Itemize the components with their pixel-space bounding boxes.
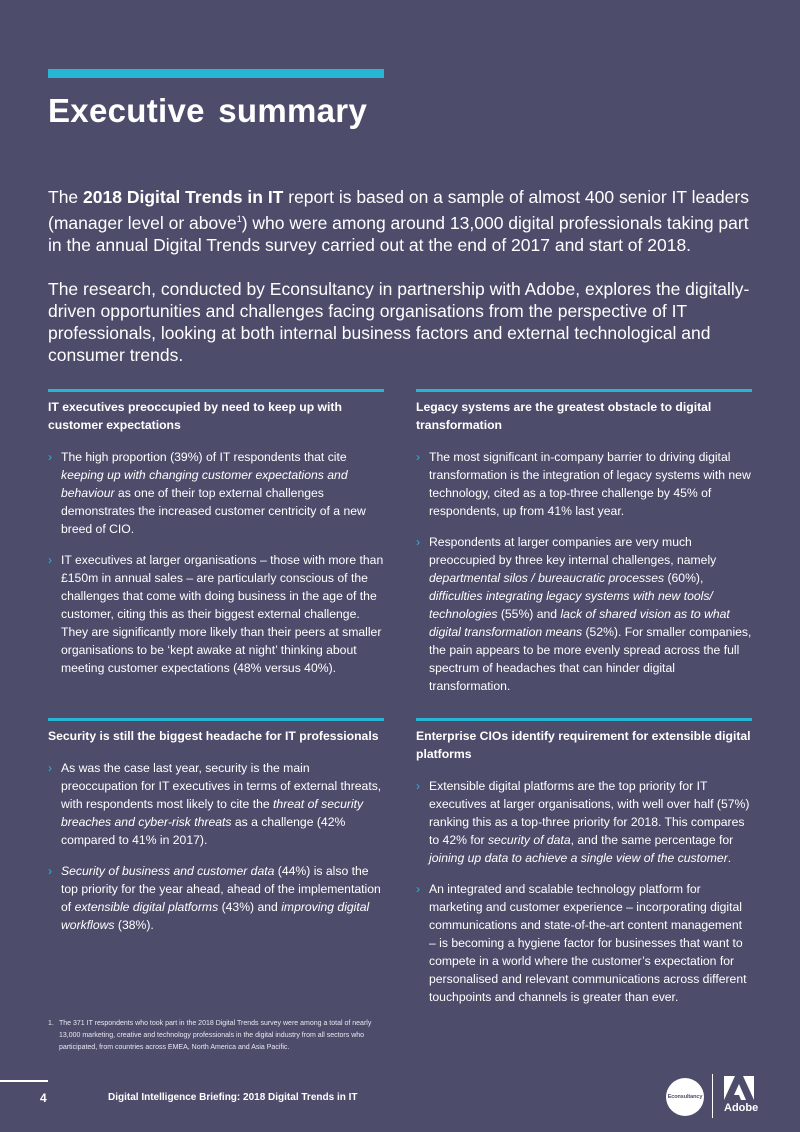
bullet-list — [48, 448, 384, 677]
bullet-item: › An integrated and scalable technology platform for marketing and customer experience – incorporating digital communications and state-of-the-art content management – is becoming a hygiene factor for businesses that want to compete in a world where the customer’s expectation for personalised and relevant communications across different touchpoints and channels is greater than ever. — [416, 882, 747, 1004]
section-rule — [416, 718, 752, 721]
bullet-item: › Respondents at larger companies are very much preoccupied by three key internal challenges, namely departmental silos / bureaucratic processes (60%), difficulties integrating legacy systems with new tools/ technologies (55%) and lack of shared vision as to what digital transformation means (52%). For smaller companies, the pain appears to be more evenly spread across the full spectrum of headaches that can hinder digital transformation. — [416, 535, 752, 693]
section-customer-expectations — [48, 389, 384, 690]
accent-bar — [48, 69, 384, 78]
intro-paragraph-1: The 2018 Digital Trends in IT report is based on a sample of almost 400 senior IT leaders (manager level or above$^1$) who were among around 13,000 digital professionals taking part in the annual Digital Trends survey carried out at the end of 2017 and start of 2018. — [48, 187, 749, 255]
bullet-item: › IT executives at larger organisations – those with more than £150m in annual sales – are particularly conscious of the challenges that come with doing business in the age of the customer, citing this as their biggest external challenge. They are significantly more likely than their peers at smaller organisations to be ‘kept awake at night’ thinking about meeting customer expectations (48% versus 40%). — [48, 553, 384, 675]
bullet-item: › Security of business and customer data (44%) is also the top priority for the year ahead, ahead of the implementation of extensible digital platforms (43%) and improving digital workflows (38%). — [48, 864, 381, 932]
chevron-right-icon: › — [48, 761, 53, 775]
section-title: Security is still the biggest headache for IT professionals — [48, 729, 379, 743]
bullet-list — [416, 448, 752, 695]
intro-paragraph-2: The research, conducted by Econsultancy in partnership with Adobe, explores the digitally-driven opportunities and challenges facing organisations from the perspective of IT professionals, looking at both internal business factors and external technological and consumer trends. — [48, 278, 750, 365]
chevron-right-icon: › — [48, 553, 53, 567]
chevron-right-icon: › — [48, 864, 53, 878]
section-rule — [48, 718, 384, 721]
chevron-right-icon: › — [416, 450, 421, 464]
section-rule — [48, 389, 384, 392]
intro — [48, 186, 760, 388]
section-title: IT executives preoccupied by need to keep up with customer expectations — [48, 400, 342, 432]
bullet-item: › As was the case last year, security is the main preoccupation for IT executives in terms of external threats, with respondents most likely to cite the threat of security breaches and cyber-risk threats as a challenge (42% compared to 41% in 2017). — [48, 761, 382, 847]
bullet-item: › The most significant in-company barrier to driving digital transformation is the integration of legacy systems with new technology, cited as a top-three challenge by 45% of respondents, up from 41% last year. — [416, 450, 751, 518]
page-title: Executive summary — [48, 92, 368, 129]
section-security — [48, 718, 384, 947]
bullet-list — [48, 759, 384, 934]
footnote: 1. The 371 IT respondents who took part in the 2018 Digital Trends survey were among a total of nearly 13,000 marketing, creative and technology professionals in the digital industry from all sectors who participated, from countries across EMEA, North America and Asia Pacific. — [48, 1020, 372, 1051]
section-title: Legacy systems are the greatest obstacle to digital transformation — [416, 400, 712, 432]
chevron-right-icon: › — [416, 779, 421, 793]
logo-divider — [712, 1074, 713, 1118]
adobe-logo: Adobe — [724, 1076, 756, 1114]
footer-title: Digital Intelligence Briefing: 2018 Digital Trends in IT — [108, 1092, 358, 1103]
chevron-right-icon: › — [416, 535, 421, 549]
section-extensible-platforms — [416, 718, 752, 1019]
chevron-right-icon: › — [48, 450, 53, 464]
section-rule — [416, 389, 752, 392]
footer-rule — [0, 1080, 48, 1082]
chevron-right-icon: › — [416, 882, 421, 896]
bullet-item: › Extensible digital platforms are the top priority for IT executives at larger organisations, with well over half (57%) ranking this as a top-three priority for 2018. This compares to 42% for security of data, and the same percentage for joining up data to achieve a single view of the customer. — [416, 779, 750, 865]
bullet-item: › The high proportion (39%) of IT respondents that cite keeping up with changing customer expectations and behaviour as one of their top external challenges demonstrates the increased customer centricity of a new breed of CIO. — [48, 450, 366, 536]
page-number: 4 — [40, 1091, 47, 1105]
adobe-a-icon — [724, 1076, 754, 1100]
section-title: Enterprise CIOs identify requirement for extensible digital platforms — [416, 729, 751, 761]
econsultancy-logo: Econsultancy — [666, 1078, 704, 1116]
section-legacy-systems — [416, 389, 752, 708]
bullet-list — [416, 777, 752, 1006]
